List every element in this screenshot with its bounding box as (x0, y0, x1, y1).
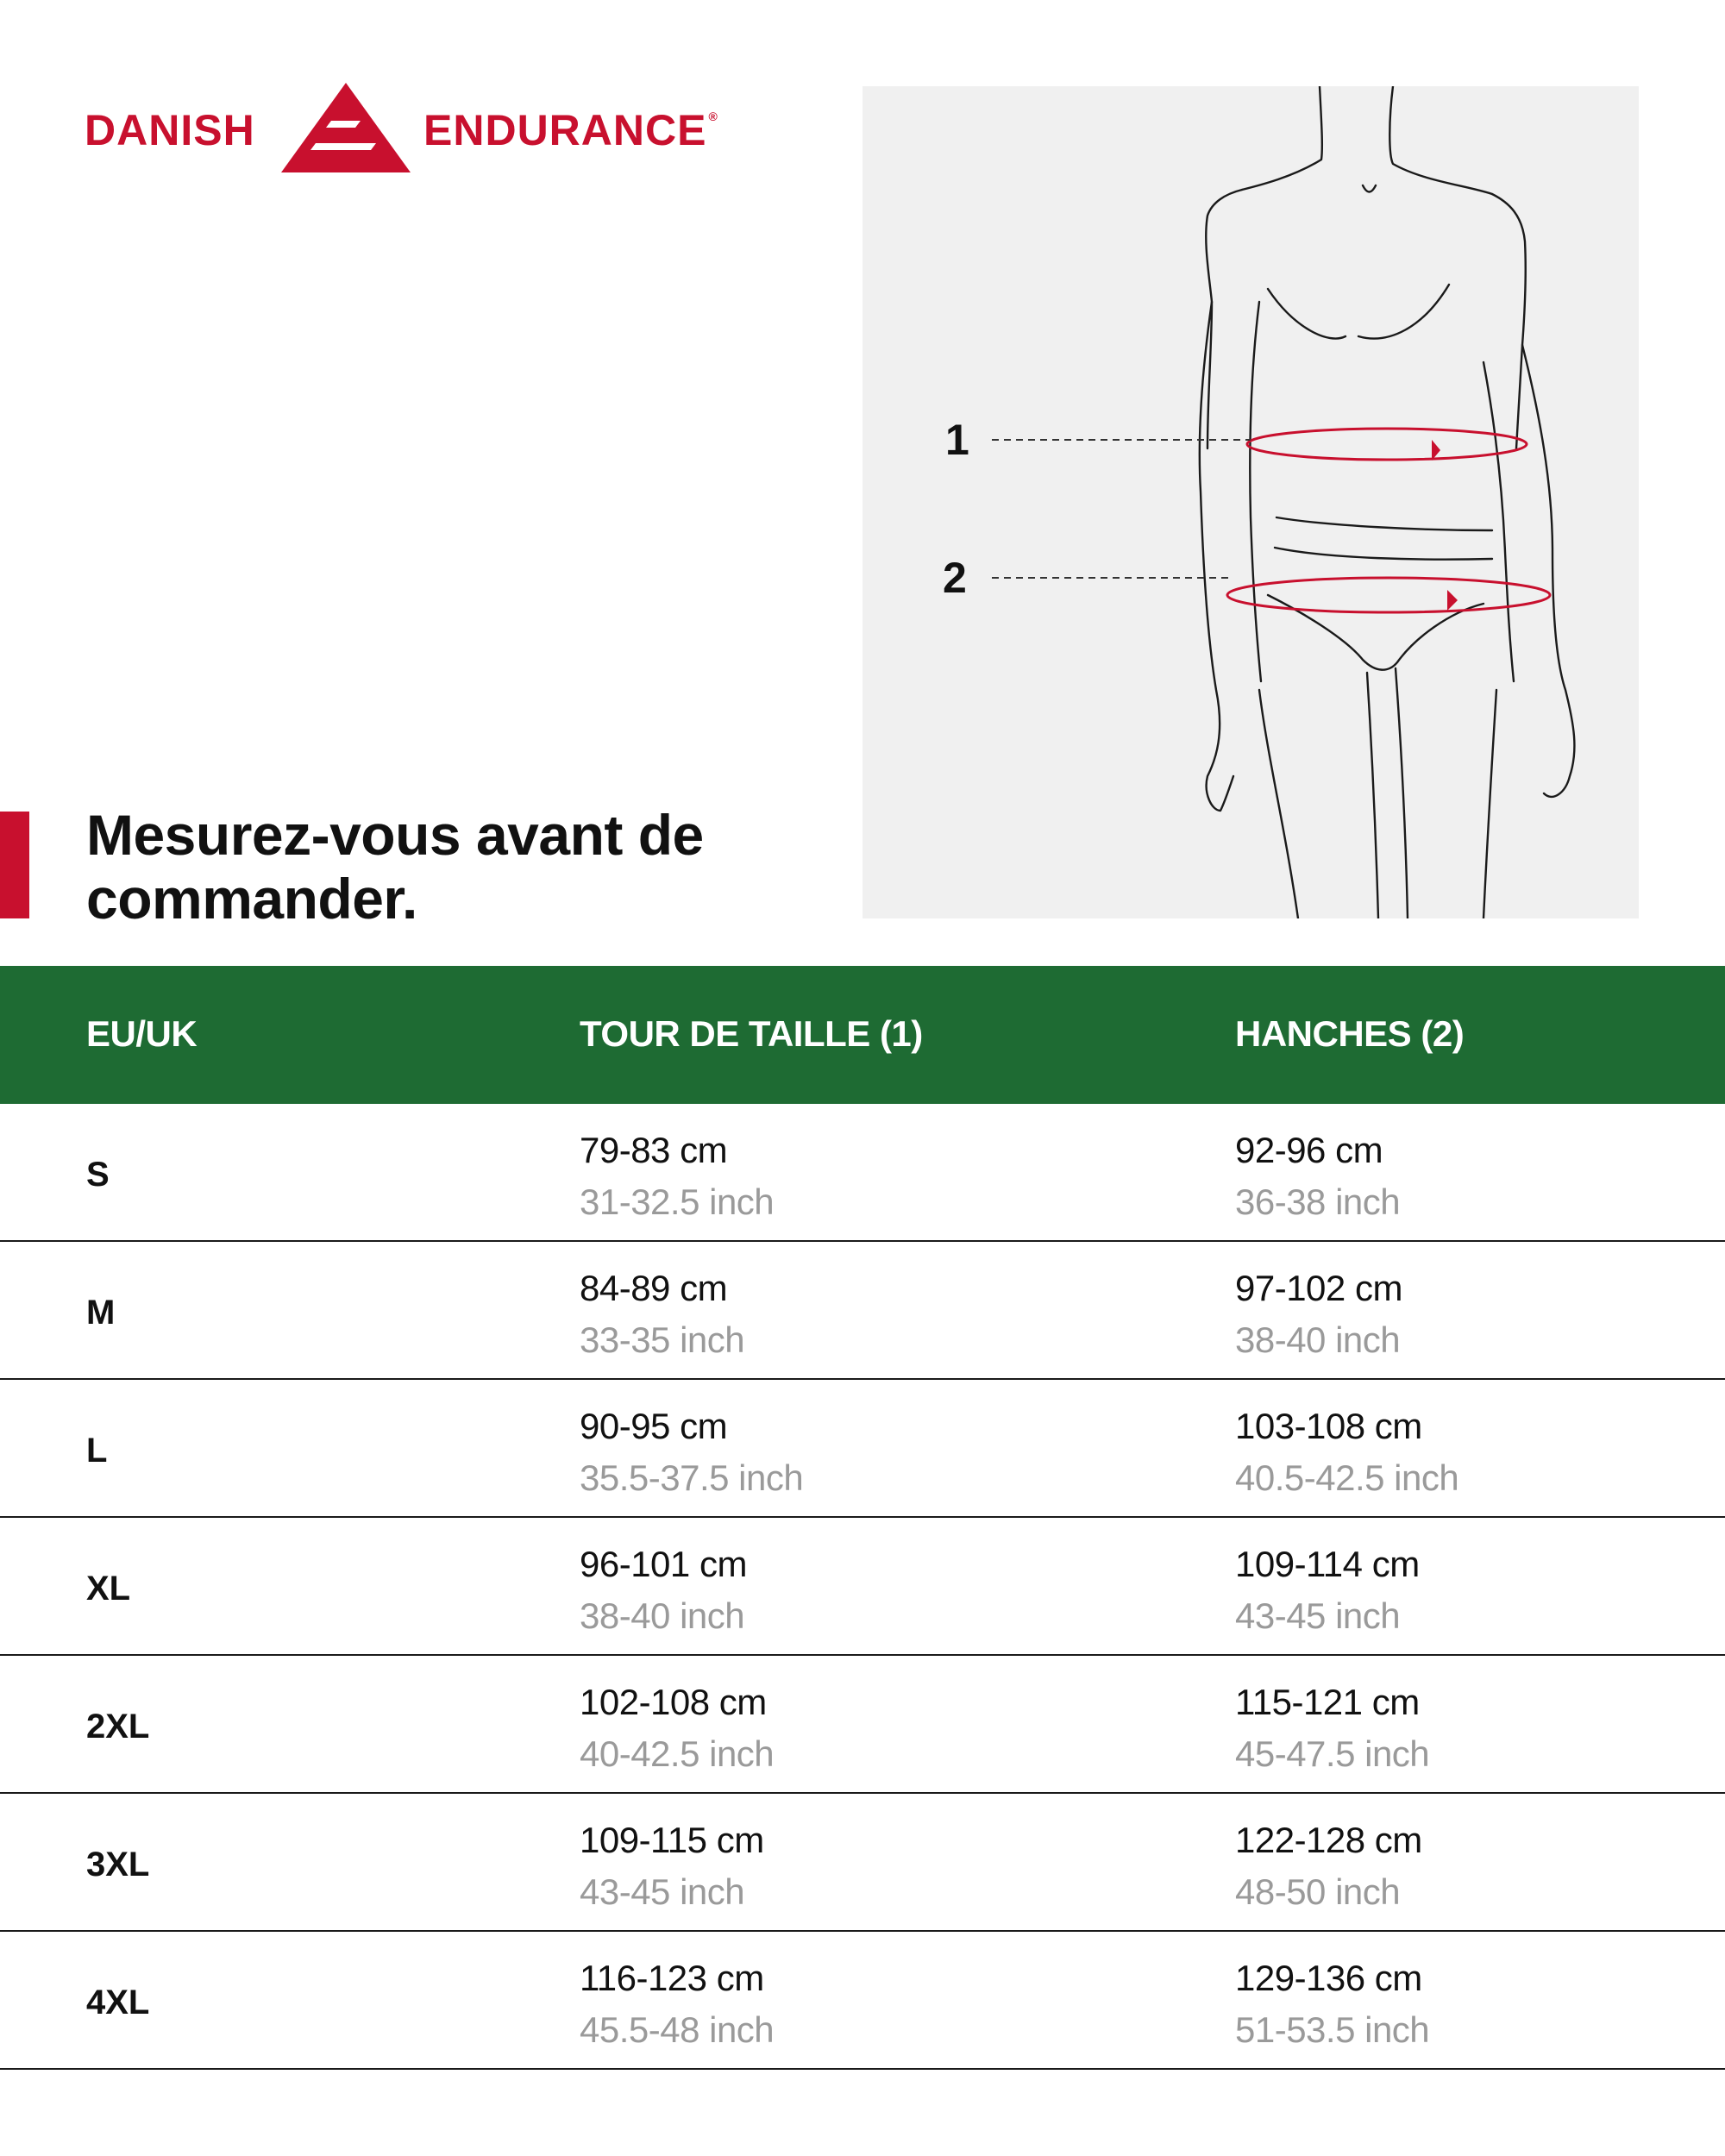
waist-cm: 84-89 cm (580, 1268, 728, 1308)
hips-cell (1235, 1125, 1400, 1228)
measure-marker-2: 2 (943, 554, 967, 602)
table-row (0, 1380, 1725, 1518)
waist-inch: 40-42.5 inch (580, 1733, 775, 1774)
hips-cm: 92-96 cm (1235, 1130, 1383, 1170)
hips-inch: 36-38 inch (1235, 1181, 1401, 1222)
hips-inch: 38-40 inch (1235, 1319, 1401, 1360)
mountain-logo-icon (281, 83, 411, 172)
waist-cm: 116-123 cm (580, 1958, 764, 1998)
table-row (0, 1242, 1725, 1380)
size-label: L (86, 1432, 108, 1470)
hips-cm: 103-108 cm (1235, 1406, 1422, 1446)
brand-logo (85, 83, 749, 172)
page-heading (86, 803, 794, 931)
waist-cell (580, 1814, 764, 1918)
waist-cell (580, 1125, 774, 1228)
waist-inch: 43-45 inch (580, 1871, 745, 1912)
size-label: 3XL (86, 1846, 150, 1883)
table-row (0, 1518, 1725, 1656)
table-row (0, 1104, 1725, 1242)
waist-inch: 35.5-37.5 inch (580, 1457, 804, 1498)
table-row (0, 1656, 1725, 1794)
table-header (0, 966, 1725, 1104)
waist-cell (580, 1952, 774, 2056)
waist-inch: 33-35 inch (580, 1319, 745, 1360)
waist-cell (580, 1539, 747, 1642)
waist-inch: 45.5-48 inch (580, 2009, 775, 2050)
hips-inch: 43-45 inch (1235, 1595, 1401, 1636)
hips-cm: 97-102 cm (1235, 1268, 1402, 1308)
waist-cm: 102-108 cm (580, 1682, 767, 1722)
hips-cm: 129-136 cm (1235, 1958, 1422, 1998)
body-measurement-illustration (862, 86, 1639, 918)
header-hips: HANCHES (2) (1235, 1013, 1465, 1054)
table-row (0, 1932, 1725, 2070)
heading-line-1: Mesurez-vous avant de (86, 803, 704, 867)
waist-cm: 96-101 cm (580, 1544, 747, 1584)
logo-word-danish: DANISH (85, 106, 255, 154)
hips-cm: 115-121 cm (1235, 1682, 1420, 1722)
logo-word-endurance-text: ENDURANCE (423, 106, 707, 154)
body-outline-drawing (862, 86, 1639, 918)
table-row (0, 1794, 1725, 1932)
registered-mark: ® (708, 110, 718, 123)
logo-word-endurance (423, 106, 718, 154)
waist-cm: 79-83 cm (580, 1130, 728, 1170)
size-label: 2XL (86, 1708, 150, 1745)
size-label: XL (86, 1570, 131, 1608)
hips-inch: 48-50 inch (1235, 1871, 1401, 1912)
size-table (0, 966, 1725, 2070)
hips-inch: 45-47.5 inch (1235, 1733, 1430, 1774)
waist-inch: 38-40 inch (580, 1595, 745, 1636)
hips-cell (1235, 1952, 1429, 2056)
size-label: 4XL (86, 1984, 150, 2021)
header-eu-uk: EU/UK (86, 1013, 198, 1054)
size-label: M (86, 1294, 116, 1332)
hips-cm: 122-128 cm (1235, 1820, 1422, 1860)
waist-cell (580, 1263, 744, 1366)
waist-cm: 109-115 cm (580, 1820, 764, 1860)
heading-line-2: commander. (86, 867, 417, 931)
waist-inch: 31-32.5 inch (580, 1181, 775, 1222)
hips-cell (1235, 1814, 1422, 1918)
measure-marker-1: 1 (945, 416, 969, 464)
hips-cm: 109-114 cm (1235, 1544, 1420, 1584)
hips-cell (1235, 1539, 1420, 1642)
waist-cm: 90-95 cm (580, 1406, 728, 1446)
hips-cell (1235, 1677, 1429, 1780)
header-waist: TOUR DE TAILLE (1) (580, 1013, 923, 1054)
hips-cell (1235, 1401, 1458, 1504)
hips-inch: 51-53.5 inch (1235, 2009, 1430, 2050)
hips-cell (1235, 1263, 1402, 1366)
size-label: S (86, 1156, 110, 1194)
waist-cell (580, 1677, 774, 1780)
accent-bar (0, 812, 29, 918)
waist-cell (580, 1401, 803, 1504)
hips-inch: 40.5-42.5 inch (1235, 1457, 1459, 1498)
